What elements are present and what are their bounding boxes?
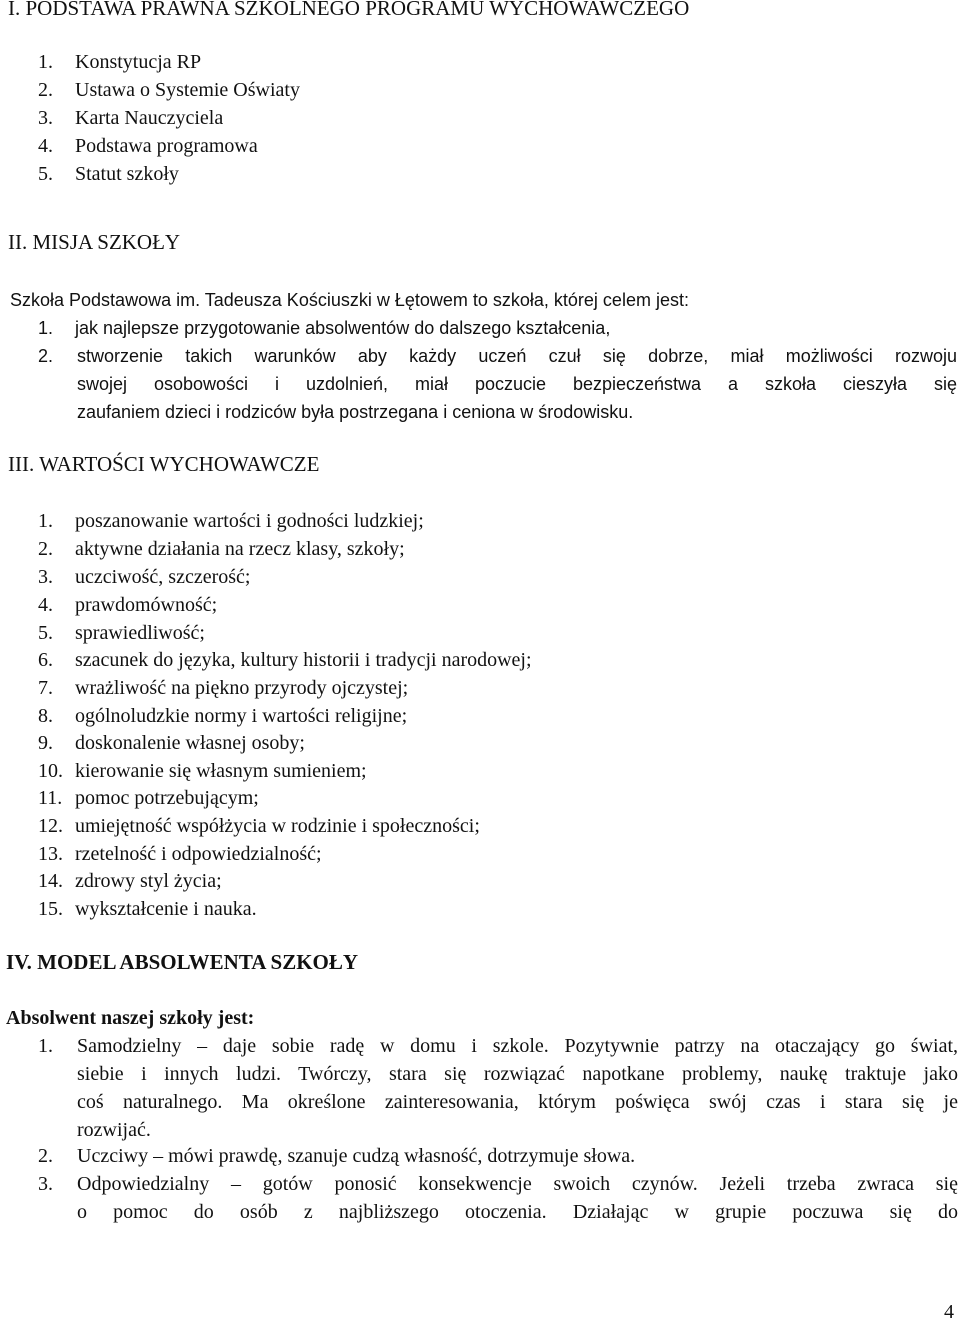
list-number: 4. xyxy=(38,135,53,157)
list-item-text: Ustawa o Systemie Oświaty xyxy=(75,79,300,101)
list-item-text: Konstytucja RP xyxy=(75,51,202,73)
list-item xyxy=(38,48,53,76)
section-heading-values: III. WARTOŚCI WYCHOWAWCZE xyxy=(8,452,320,476)
list-item-text: Karta Nauczyciela xyxy=(75,107,224,129)
list-number: 3. xyxy=(38,107,53,129)
mission-intro: Szkoła Podstawowa im. Tadeusza Kościuszki w Łętowem to szkoła, której celem jest: xyxy=(10,290,689,310)
list-item-text-line: stworzenie takich warunków aby każdy uczeń czuł się dobrze, miał możliwości rozwoju xyxy=(77,346,957,366)
list-item-text-line: swojej osobowości i uzdolnień, miał poczucie bezpieczeństwa a szkoła cieszyła się xyxy=(77,374,957,394)
list-item-text-line: coś naturalnego. Ma określone zainteresowania, którym poświęca swój czas i stara się je xyxy=(77,1091,958,1113)
list-number: 9. xyxy=(38,732,53,754)
list-number: 10. xyxy=(38,760,63,782)
list-number: 1. xyxy=(38,1035,53,1057)
list-item-text: poszanowanie wartości i godności ludzkiej; xyxy=(75,510,424,532)
list-number: 1. xyxy=(38,318,54,338)
list-item-text-line: Samodzielny – daje sobie radę w domu i szkole. Pozytywnie patrzy na otaczający go świat, xyxy=(77,1035,958,1057)
list-item-text-line: Odpowiedzialny – gotów ponosić konsekwencje swoich czynów. Jeżeli trzeba zwraca się xyxy=(77,1173,958,1195)
list-number: 4. xyxy=(38,594,53,616)
list-number: 14. xyxy=(38,870,63,892)
list-number: 8. xyxy=(38,705,53,727)
list-item-text: jak najlepsze przygotowanie absolwentów do dalszego kształcenia, xyxy=(75,318,611,338)
list-number: 1. xyxy=(38,510,53,532)
list-item xyxy=(38,76,53,104)
list-item-text: uczciwość, szczerość; xyxy=(75,566,251,588)
list-item-text-line: zaufaniem dzieci i rodziców była postrzegana i ceniona w środowisku. xyxy=(77,402,634,422)
list-item xyxy=(38,132,53,160)
list-number: 13. xyxy=(38,843,63,865)
list-number: 12. xyxy=(38,815,63,837)
list-item-text: rzetelność i odpowiedzialność; xyxy=(75,843,322,865)
page-number: 4 xyxy=(944,1301,954,1323)
list-item-text: ogólnoludzkie normy i wartości religijne; xyxy=(75,705,408,727)
list-number: 3. xyxy=(38,1173,53,1195)
list-item-text: wykształcenie i nauka. xyxy=(75,898,257,920)
list-item-text-line: siebie i innych ludzi. Twórczy, stara się rozwiązać napotkane problemy, naukę traktuje jako xyxy=(77,1063,958,1085)
list-item-text: sprawiedliwość; xyxy=(75,622,205,644)
list-item-text: szacunek do języka, kultury historii i tradycji narodowej; xyxy=(75,649,532,671)
list-number: 3. xyxy=(38,566,53,588)
list-number: 2. xyxy=(38,346,54,366)
list-item xyxy=(38,160,53,188)
list-number: 5. xyxy=(38,163,53,185)
list-item-text: doskonalenie własnej osoby; xyxy=(75,732,305,754)
list-number: 2. xyxy=(38,79,53,101)
list-item-text: wrażliwość na piękno przyrody ojczystej; xyxy=(75,677,409,699)
list-item-text-line: o pomoc do osób z najbliższego otoczenia. Działając w grupie poczuwa się do xyxy=(77,1201,958,1223)
list-item-text: pomoc potrzebującym; xyxy=(75,787,259,809)
list-item-text: umiejętność współżycia w rodzinie i społeczności; xyxy=(75,815,480,837)
list-number: 1. xyxy=(38,51,53,73)
section-heading-mission: II. MISJA SZKOŁY xyxy=(8,230,181,254)
list-number: 11. xyxy=(38,787,63,809)
list-number: 5. xyxy=(38,622,53,644)
section-heading-legal-basis: I. PODSTAWA PRAWNA SZKOLNEGO PROGRAMU WYCHOWAWCZEGO xyxy=(8,0,690,20)
list-item xyxy=(38,104,53,132)
list-item-text: aktywne działania na rzecz klasy, szkoły; xyxy=(75,538,405,560)
list-number: 7. xyxy=(38,677,53,699)
list-item-text: Podstawa programowa xyxy=(75,135,258,157)
list-number: 15. xyxy=(38,898,63,920)
list-item-text: prawdomówność; xyxy=(75,594,218,616)
list-number: 2. xyxy=(38,538,53,560)
list-item-text-line: rozwijać. xyxy=(77,1119,151,1141)
list-item-text: kierowanie się własnym sumieniem; xyxy=(75,760,367,782)
list-item-text-line: Uczciwy – mówi prawdę, szanuje cudzą własność, dotrzymuje słowa. xyxy=(77,1145,636,1167)
list-item-text: Statut szkoły xyxy=(75,163,179,185)
list-item-text: zdrowy styl życia; xyxy=(75,870,222,892)
section-heading-graduate-model: IV. MODEL ABSOLWENTA SZKOŁY xyxy=(6,950,359,974)
list-number: 2. xyxy=(38,1145,53,1167)
graduate-subheading: Absolwent naszej szkoły jest: xyxy=(6,1007,255,1029)
list-number: 6. xyxy=(38,649,53,671)
